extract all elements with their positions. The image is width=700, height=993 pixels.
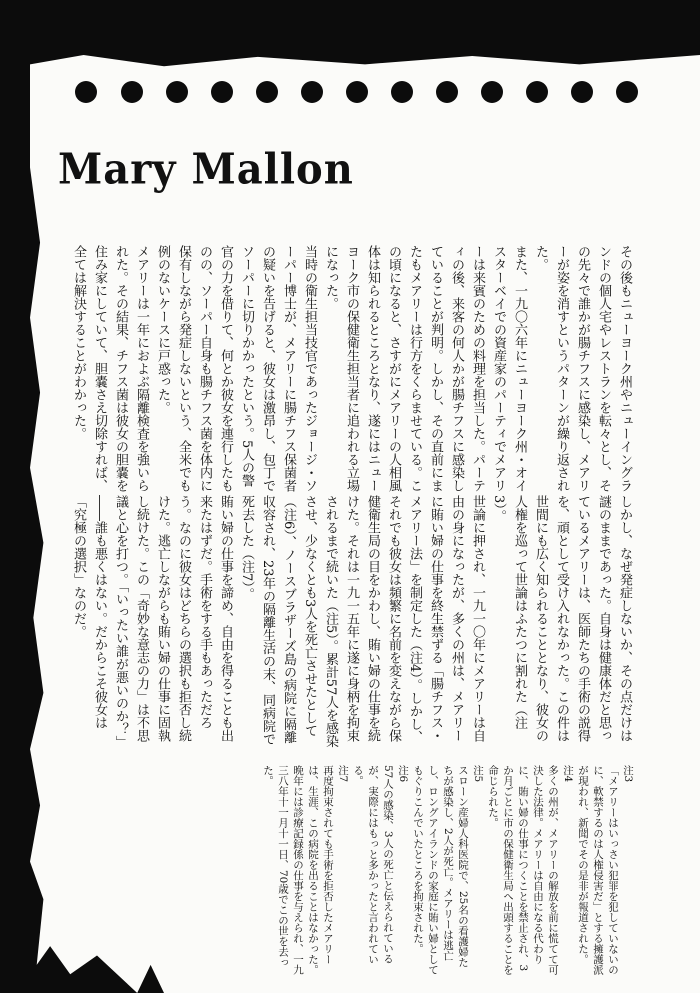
- footnote: [350, 765, 410, 975]
- footnote-text: 「メアリーはいっさい犯罪を犯していないのに、軟禁するのは人権侵害だ」とする擁護派が現われ、新聞でその是非が報道された。: [577, 765, 619, 975]
- footnote: [260, 765, 350, 975]
- binder-hole: [391, 81, 413, 103]
- paragraph: 当時の衛生担当技官であったジョージ・ソーパー博士が、メアリーに腸チフス保菌者の疑いを告げると、彼女は激昂し、包丁でソーパーに切りかかったという。5人の警官の力を借りて、何とか彼女を連行したものの、ソーパー自身も腸チフス菌を体内に保有しながら発症しないという、全米でも例のないケースに戸惑った。: [155, 245, 317, 492]
- binder-hole: [121, 81, 143, 103]
- footnotes: [105, 765, 635, 975]
- paragraph: 賄い婦の仕事を諦め、自由を得ることも出来たはずだ。手術をする手もあっただろう。なのに彼女はどちらの選択も拒否し続けた。逃亡しながらも賄い婦の仕事に固執し続けた。この「奇妙な意志の力」は不思議と心を打つ。「いったい誰が悪いのか？」――誰も悪くはない。だからこそ彼女は「究極の選択」なのだ。: [71, 495, 233, 749]
- footnote: [410, 765, 485, 975]
- article-section-1: [35, 245, 635, 495]
- binder-hole: [346, 81, 368, 103]
- footnote-label: 注6: [397, 765, 409, 783]
- binder-hole: [436, 81, 458, 103]
- paragraph: しかし、なぜ発症しないか、その点だけは謎のままであった。自身は健康体だと思っているメアリーは、医師たちの手術の説得を、頑として受け入れなかった。この件は世間にも広く知られることとなり、彼女の人権を巡って世論はふたつに割れた（注3）。: [491, 495, 632, 742]
- binder-hole: [75, 81, 97, 103]
- footnote-text: 57人の感染、3人の死亡と伝えられているが、実際にはもっと多かったと言われている。: [352, 765, 394, 965]
- binder-hole: [256, 81, 278, 103]
- binder-hole: [616, 81, 638, 103]
- binder-hole: [166, 81, 188, 103]
- page-title: Mary Mallon: [58, 144, 354, 195]
- binder-hole: [481, 81, 503, 103]
- footnote-label: 注4: [562, 765, 574, 783]
- footnote-text: 多くの州が、メアリーの解放を前に慌てて可決した法律。メアリーは自由になる代わりに、賄い婦の仕事につくことを禁止され、3か月ごとに市の保健衛生局へ出頭することを命じられた。: [487, 765, 559, 975]
- paragraph: メアリーは一年におよぶ隔離検査を強いられた。その結果、チフス菌は彼女の胆嚢を住み家にしていて、胆嚢さえ切除すれば、全ては解決することがわかった。: [71, 245, 149, 492]
- footnote-label: 注7: [337, 765, 349, 783]
- footnote: [575, 765, 635, 975]
- binder-hole: [211, 81, 233, 103]
- binder-hole: [301, 81, 323, 103]
- article-section-2: [35, 495, 635, 750]
- binder-hole: [571, 81, 593, 103]
- paragraph: 世論に押され、一九一〇年にメアリーは自由の身になったが、多くの州は、メアリーに賄い婦の仕事を終生禁ずる「腸チフス・メアリー法」を制定した（注4）。しかし、それでも彼女は頻繁に名前を変えながら保健衛生局の目をかわし、賄い婦の仕事を続けた。それは一九一五年に遂に身柄を拘束されるまで続いた（注5）。累計57人を感染させ、少なくとも3人を死亡させたとして（注6）、ノースブラザーズ島の病院に隔離収容され、23年の隔離生活の末、同病院で死去した（注7）。: [239, 495, 485, 748]
- footnote-label: 注3: [622, 765, 634, 783]
- paragraph: また、一九〇六年にニューヨーク州・オイスターベイでの資産家のパーティでメアリーは来賓のための料理を担当した。パーティの後、来客の何人かが腸チフスに感染していることが判明。しかし、その直前にまたもメアリーは行方をくらませている。この頃になると、さすがにメアリーの人相風体は知られるところとなり、遂にはニューヨーク市の保健衛生担当者に追われる立場になった。: [323, 245, 527, 492]
- footnote-text: 再度拘束されても手術を拒否したメアリーは、生涯、この病院を出ることはなかった。晩年には診療記録係の仕事を与えられ、一九三八年十一月十一日、70歳でこの世を去った。: [262, 765, 334, 975]
- binder-hole: [526, 81, 548, 103]
- footnote: [485, 765, 575, 975]
- footnote-label: 注5: [472, 765, 484, 783]
- footnote-text: スローン産婦人科医院で、25名の看護婦たちが感染し、2人が死亡。メアリーは逃亡し、ロングアイランドの家庭に賄い婦としてもぐりこんでいたところを拘束された。: [412, 765, 469, 975]
- paragraph: その後もニューヨーク州やニューイングランドの個人宅やレストランを転々とし、その先々で誰かが腸チフスに感染し、メアリーが姿を消すというパターンが繰り返された。: [533, 245, 632, 492]
